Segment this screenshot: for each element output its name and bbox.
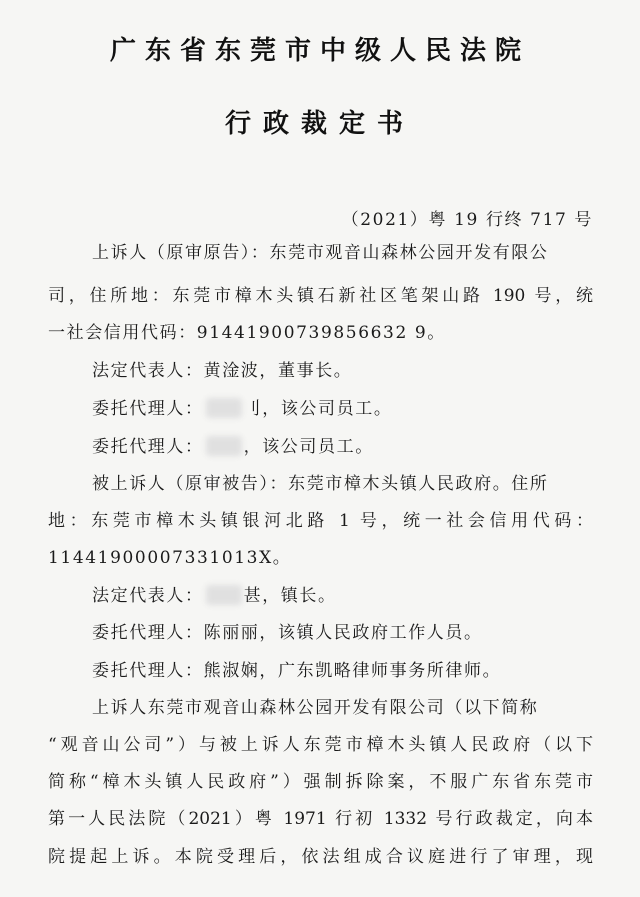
label: 委托代理人： xyxy=(92,399,204,419)
redacted-residue: 刂 xyxy=(243,399,263,419)
redacted-name xyxy=(206,585,242,605)
text-line: 上诉人东莞市观音山森林公园开发有限公司（以下简称 xyxy=(92,698,539,718)
text: ，该公司员工。 xyxy=(262,399,393,419)
text-line: 法定代表人：黄淦波，董事长。 xyxy=(92,361,353,381)
text-line: 第一人民法院（2021）粤 1971 行初 1332 号行政裁定，向本 xyxy=(48,809,593,829)
document-type: 行政裁定书 xyxy=(224,109,415,139)
redacted-name xyxy=(206,398,242,418)
text-line: 委托代理人：陈丽丽，该镇人民政府工作人员。 xyxy=(92,623,483,643)
text-line: 被上诉人（原审被告）：东莞市樟木头镇人民政府。住所 xyxy=(92,474,549,494)
text-line: 委托代理人：熊淑娴，广东凯略律师事务所律师。 xyxy=(92,661,502,681)
text-line: “观音山公司”）与被上诉人东莞市樟木头镇人民政府（以下 xyxy=(48,735,593,755)
text-line xyxy=(92,394,593,419)
text-line: 简称“樟木头镇人民政府”）强制拆除案，不服广东省东莞市 xyxy=(48,772,593,792)
text: ，该公司员工。 xyxy=(243,437,374,457)
text: 甚，镇长。 xyxy=(243,586,337,606)
case-number: （2021）粤 19 行终 717 号 xyxy=(341,210,593,230)
redacted-name xyxy=(206,436,242,456)
label: 法定代表人： xyxy=(92,586,204,606)
text-line: 司，住所地：东莞市樟木头镇石新社区笔架山路 190 号，统 xyxy=(48,286,593,306)
court-name: 广东省东莞市中级人民法院 xyxy=(109,36,530,66)
text-line: 11441900007331013X。 xyxy=(48,548,292,568)
text-line: 一社会信用代码：91441900739856632 9。 xyxy=(48,323,446,343)
text-line: 院提起上诉。本院受理后，依法组成合议庭进行了审理，现 xyxy=(48,847,593,867)
text-line: 上诉人（原审原告）：东莞市观音山森林公园开发有限公 xyxy=(92,243,549,263)
text-line xyxy=(92,432,593,457)
text-line xyxy=(92,581,593,606)
label: 委托代理人： xyxy=(92,437,204,457)
text-line: 地：东莞市樟木头镇银河北路 1 号，统一社会信用代码： xyxy=(48,511,593,531)
